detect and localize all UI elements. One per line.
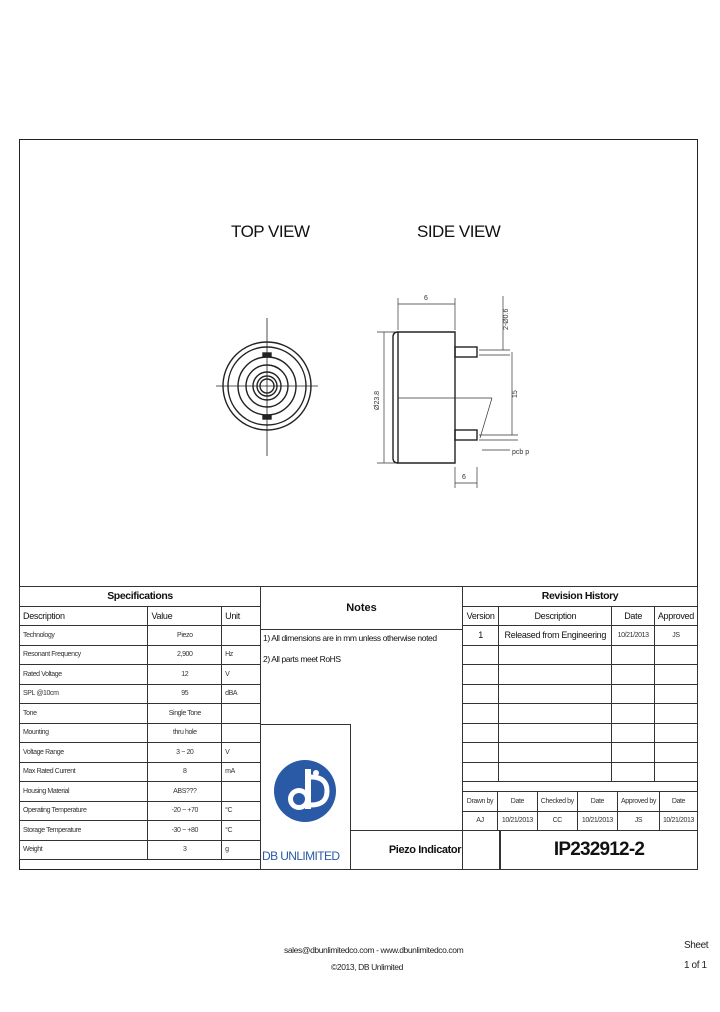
table-row <box>20 743 261 763</box>
signoff-value: CC <box>537 811 577 831</box>
signoff-header: Approved by <box>618 792 660 812</box>
spec-unit: mA <box>222 762 261 782</box>
spec-header-description: Description <box>20 606 148 626</box>
top-view-title: TOP VIEW <box>231 222 310 241</box>
spec-description: Technology <box>20 626 148 646</box>
signoff-header: Checked by <box>537 792 577 812</box>
rev-approved: JS <box>654 626 697 646</box>
spec-value: ABS??? <box>148 782 222 802</box>
spec-value: 3 ~ 20 <box>148 743 222 763</box>
rev-header-date: Date <box>612 606 654 626</box>
spec-unit <box>222 723 261 743</box>
spec-description: SPL @10cm <box>20 684 148 704</box>
signoff-value: 10/21/2013 <box>659 811 697 831</box>
spec-description: Rated Voltage <box>20 665 148 685</box>
spec-description: Mounting <box>20 723 148 743</box>
table-row <box>20 704 261 724</box>
table-row <box>20 626 261 646</box>
table-row <box>463 723 698 743</box>
table-row <box>20 723 261 743</box>
spec-value: 95 <box>148 684 222 704</box>
signoff-table <box>462 791 698 831</box>
spec-value: -30 ~ +80 <box>148 821 222 841</box>
spec-unit: °C <box>222 801 261 821</box>
spec-value: Piezo <box>148 626 222 646</box>
rev-date: 10/21/2013 <box>612 626 654 646</box>
spec-header-value: Value <box>148 606 222 626</box>
note-item: 1) All dimensions are in mm unless otherwise noted <box>263 633 437 643</box>
table-row <box>20 782 261 802</box>
revision-history-title: Revision History <box>463 587 698 607</box>
dim-pin-dia: 2-Ø0.6 <box>503 308 510 330</box>
spec-value: 8 <box>148 762 222 782</box>
table-row <box>20 821 261 841</box>
table-row <box>20 762 261 782</box>
table-row <box>463 704 698 724</box>
spec-value: -20 ~ +70 <box>148 801 222 821</box>
spec-unit <box>222 782 261 802</box>
table-row <box>20 645 261 665</box>
rev-description: Released from Engineering <box>499 626 612 646</box>
table-row <box>463 743 698 763</box>
top-view-drawing <box>216 318 318 456</box>
table-row <box>463 645 698 665</box>
spec-unit: Hz <box>222 645 261 665</box>
logo-box <box>260 724 351 870</box>
signoff-header: Date <box>659 792 697 812</box>
table-row <box>20 801 261 821</box>
rev-version: 1 <box>463 626 499 646</box>
spec-value: 3 <box>148 840 222 860</box>
table-row <box>20 684 261 704</box>
spec-value: thru hole <box>148 723 222 743</box>
notes-title: Notes <box>261 587 462 630</box>
note-item: 2) All parts meet RoHS <box>263 654 341 664</box>
spec-header-unit: Unit <box>222 606 261 626</box>
db-logo-icon <box>261 725 350 869</box>
side-view-drawing <box>393 332 477 463</box>
dim-diameter: Ø23.8 <box>374 390 381 410</box>
spec-description: Weight <box>20 840 148 860</box>
spec-unit: °C <box>222 821 261 841</box>
table-row <box>20 665 261 685</box>
product-title: Piezo Indicator <box>350 830 500 870</box>
logo-brand-text: DB UNLIMITED <box>262 849 340 863</box>
spec-value: Single Tone <box>148 704 222 724</box>
rev-header-approved: Approved <box>654 606 697 626</box>
footer-contact: sales@dbunlimitedco.com - www.dbunlimitedco.com <box>284 945 464 955</box>
spec-unit: dBA <box>222 684 261 704</box>
spec-description: Voltage Range <box>20 743 148 763</box>
signoff-header: Drawn by <box>463 792 498 812</box>
spec-description: Storage Temperature <box>20 821 148 841</box>
dim-top-width: 6 <box>424 295 428 302</box>
sheet-label: Sheet <box>684 940 709 951</box>
spec-unit: V <box>222 743 261 763</box>
signoff-value: 10/21/2013 <box>497 811 537 831</box>
spec-value: 2,900 <box>148 645 222 665</box>
table-row <box>463 684 698 704</box>
sheet-value: 1 of 1 <box>684 960 707 971</box>
signoff-value: 10/21/2013 <box>577 811 617 831</box>
specifications-title: Specifications <box>20 587 261 607</box>
spec-unit: V <box>222 665 261 685</box>
dim-pin-pitch: 15 <box>512 390 519 398</box>
dim-pin-length: 6 <box>462 474 466 481</box>
signoff-header: Date <box>497 792 537 812</box>
spec-description: Housing Material <box>20 782 148 802</box>
table-row <box>463 626 698 646</box>
signoff-value: AJ <box>463 811 498 831</box>
dim-pin-label: pcb p <box>512 449 530 456</box>
table-row <box>463 762 698 782</box>
signoff-value: JS <box>618 811 660 831</box>
spec-description: Tone <box>20 704 148 724</box>
table-row <box>463 665 698 685</box>
spec-description: Resonant Frequency <box>20 645 148 665</box>
spec-unit <box>222 626 261 646</box>
spec-description: Operating Temperature <box>20 801 148 821</box>
spec-unit: g <box>222 840 261 860</box>
rev-header-version: Version <box>463 606 499 626</box>
spec-value: 12 <box>148 665 222 685</box>
part-number: IP232912-2 <box>500 830 698 870</box>
rev-header-description: Description <box>499 606 612 626</box>
table-row <box>20 840 261 860</box>
spec-description: Max Rated Current <box>20 762 148 782</box>
spec-unit <box>222 704 261 724</box>
revision-history-table <box>462 586 698 782</box>
specifications-table <box>19 586 261 860</box>
side-view-title: SIDE VIEW <box>417 222 501 241</box>
footer-copyright: ©2013, DB Unlimited <box>331 962 403 972</box>
signoff-header: Date <box>577 792 617 812</box>
